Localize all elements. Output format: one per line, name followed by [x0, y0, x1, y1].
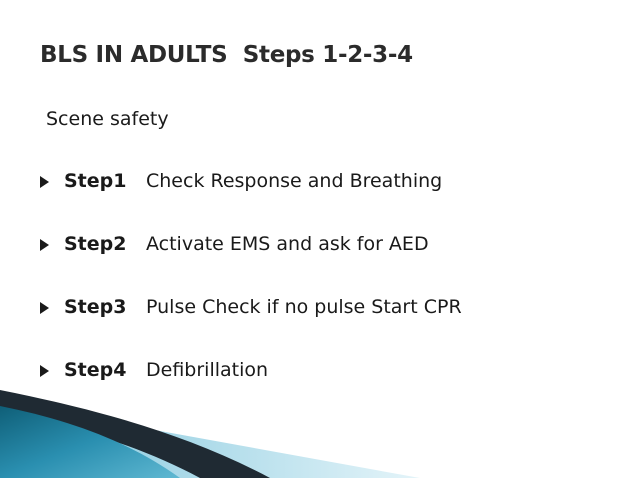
right-triangle-bullet-icon [40, 176, 49, 188]
list-item-step3 [40, 296, 462, 359]
right-triangle-bullet-icon [40, 365, 49, 377]
step-label: Step3 [64, 296, 127, 318]
step-label: Step1 [64, 170, 127, 192]
step-text: Defibrillation [146, 359, 269, 381]
list-item-step2 [40, 233, 429, 296]
right-triangle-bullet-icon [40, 302, 49, 314]
step-text: Pulse Check if no pulse Start CPR [146, 296, 462, 318]
step-text: Check Response and Breathing [146, 170, 443, 192]
intro-text: Scene safety [46, 108, 169, 130]
step-label: Step2 [64, 233, 127, 255]
step-label: Step4 [64, 359, 127, 381]
right-triangle-bullet-icon [40, 239, 49, 251]
decorative-corner-swoosh [0, 380, 420, 478]
list-item-step1 [40, 170, 443, 233]
slide-title: BLS IN ADULTS Steps 1-2-3-4 [40, 42, 413, 68]
step-text: Activate EMS and ask for AED [146, 233, 429, 255]
